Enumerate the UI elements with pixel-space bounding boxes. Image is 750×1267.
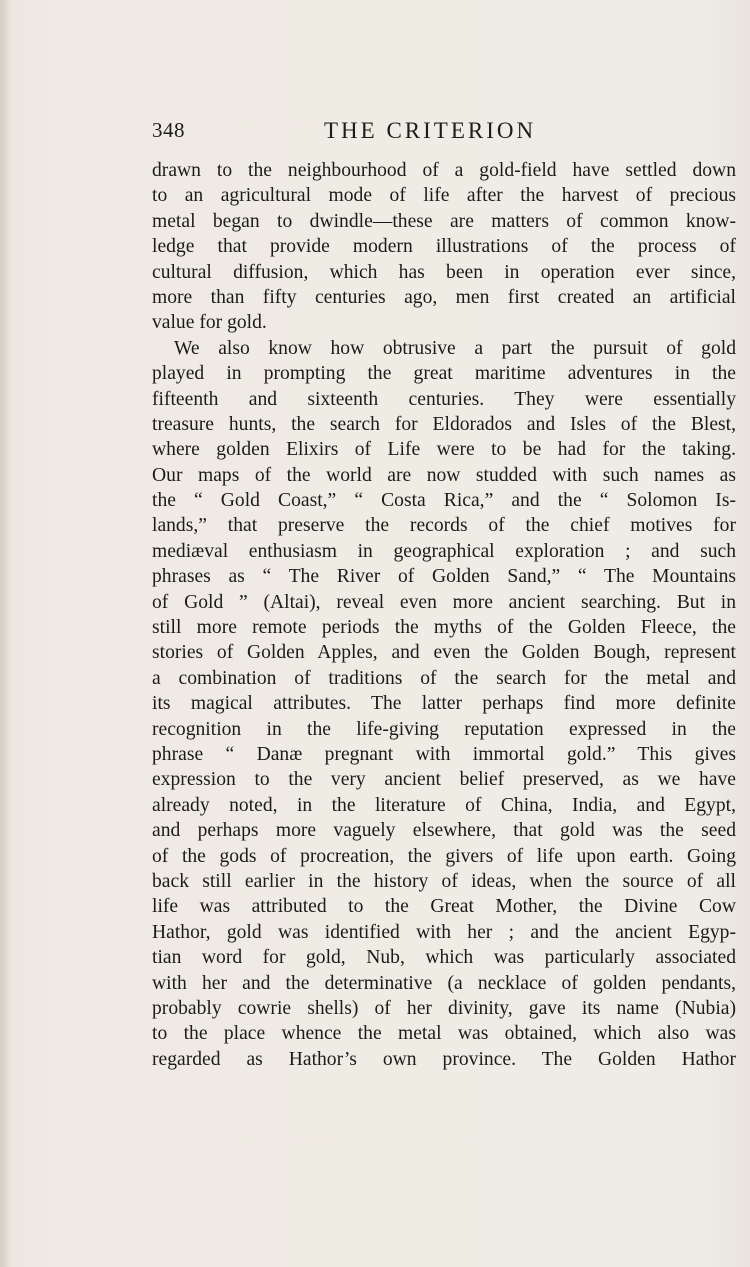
text-line: lands,” that preserve the records of the chief motives for — [152, 515, 736, 537]
text-line: where golden Elixirs of Life were to be had for the taking. — [152, 439, 736, 461]
text-line: mediæval enthusiasm in geographical exploration ; and such — [152, 540, 736, 562]
text-line: metal began to dwindle—these are matters of common know- — [152, 210, 736, 232]
text-line: already noted, in the literature of China, India, and Egypt, — [152, 794, 736, 816]
text-line: probably cowrie shells) of her divinity, gave its name (Nubia) — [152, 997, 736, 1019]
text-line: expression to the very ancient belief preserved, as we have — [152, 769, 736, 791]
paragraph-2 — [152, 336, 736, 1072]
text-line: drawn to the neighbourhood of a gold-field have settled down — [152, 160, 736, 181]
text-line: We also know how obtrusive a part the pursuit of gold — [174, 337, 736, 359]
text-line: of the gods of procreation, the givers of life upon earth. Going — [152, 845, 736, 867]
text-line: phrase “ Danæ pregnant with immortal gold.” This gives — [152, 743, 736, 765]
text-line: a combination of traditions of the search for the metal and — [152, 667, 736, 689]
text-line: Our maps of the world are now studded with such names as — [152, 464, 736, 486]
text-line: its magical attributes. The latter perhaps find more definite — [152, 693, 736, 715]
text-line: of Gold ” (Altai), reveal even more ancient searching. But in — [152, 591, 736, 613]
text-line: back still earlier in the history of ideas, when the source of all — [152, 870, 736, 892]
paragraph-1 — [152, 158, 736, 336]
page-number: 348 — [152, 118, 185, 142]
text-line: regarded as Hathor’s own province. The Golden Hathor — [152, 1048, 736, 1070]
text-line: with her and the determinative (a necklace of golden pendants, — [152, 972, 736, 994]
text-line: recognition in the life-giving reputation expressed in the — [152, 718, 736, 740]
text-line: stories of Golden Apples, and even the Golden Bough, represent — [152, 642, 736, 664]
text-line: more than fifty centuries ago, men first created an artificial — [152, 286, 736, 308]
text-line: still more remote periods the myths of the Golden Fleece, the — [152, 617, 736, 639]
text-line: treasure hunts, the search for Eldorados and Isles of the Blest, — [152, 413, 736, 435]
text-line: cultural diffusion, which has been in operation ever since, — [152, 261, 736, 283]
text-line: Hathor, gold was identified with her ; and the ancient Egyp- — [152, 921, 736, 943]
text-line: to an agricultural mode of life after the harvest of precious — [152, 185, 736, 207]
text-line: and perhaps more vaguely elsewhere, that gold was the seed — [152, 820, 736, 842]
journal-title: THE CRITERION — [324, 118, 537, 143]
text-line: ledge that provide modern illustrations of the process of — [152, 236, 736, 258]
text-line: the “ Gold Coast,” “ Costa Rica,” and the “ Solomon Is- — [152, 490, 736, 512]
text-line: value for gold. — [152, 312, 267, 334]
text-line: tian word for gold, Nub, which was particularly associated — [152, 947, 736, 969]
text-line: phrases as “ The River of Golden Sand,” “ The Mountains — [152, 566, 736, 588]
text-line: fifteenth and sixteenth centuries. They were essentially — [152, 388, 736, 410]
text-line: to the place whence the metal was obtained, which also was — [152, 1023, 736, 1045]
body-text — [152, 158, 736, 1072]
text-line: life was attributed to the Great Mother, the Divine Cow — [152, 896, 736, 918]
text-line: played in prompting the great maritime adventures in the — [152, 363, 736, 385]
page-gutter-shadow — [0, 0, 10, 1267]
running-head — [152, 118, 736, 152]
